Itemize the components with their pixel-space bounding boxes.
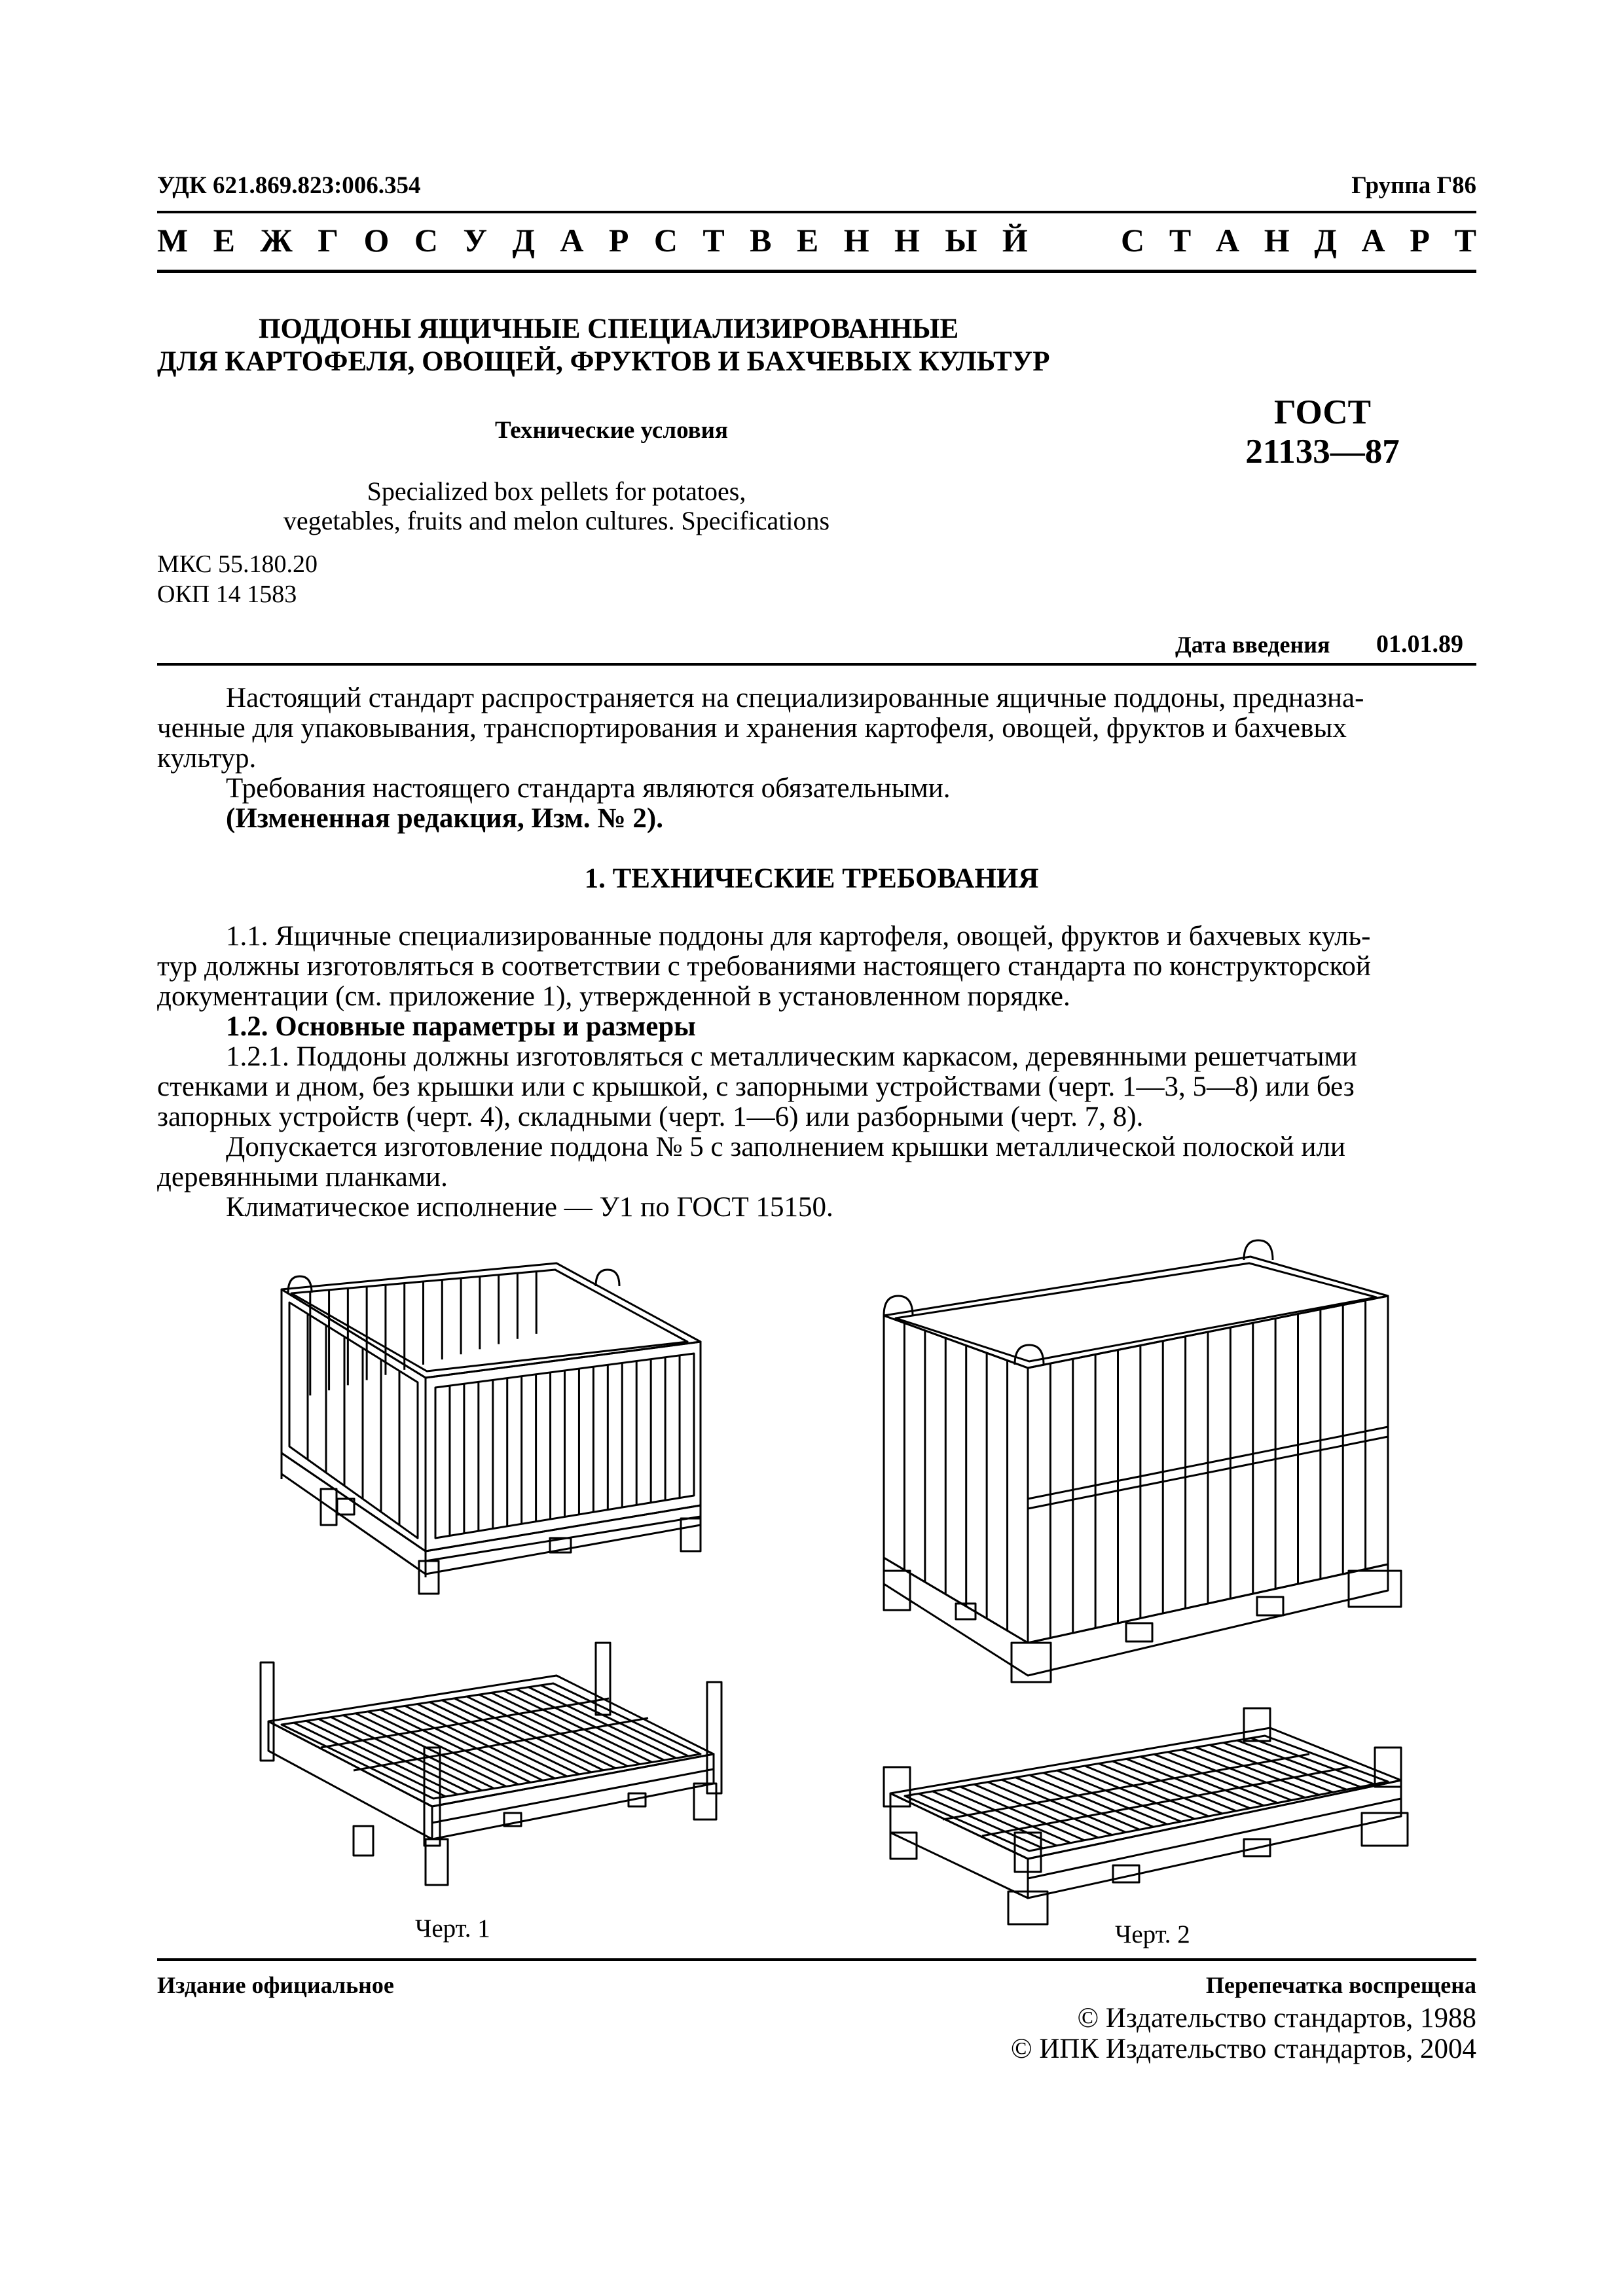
title-line-1: ПОДДОНЫ ЯЩИЧНЫЕ СПЕЦИАЛИЗИРОВАННЫЕ xyxy=(259,314,959,344)
subtitle: Технические условия xyxy=(495,417,728,444)
footer-rule xyxy=(157,1958,1476,1961)
banner-interstate-letter: Р xyxy=(608,222,629,259)
banner-standard-letter: А xyxy=(1361,222,1385,259)
banner-interstate-letter: Ы xyxy=(945,222,977,259)
figure-2-folded-pallet xyxy=(864,1702,1427,1950)
slat-line xyxy=(479,1695,628,1766)
clause-1-2-1-line-1: 1.2.1. Поддоны должны изготовляться с металлическим каркасом, деревянными решетчатыми xyxy=(226,1041,1357,1072)
banner-interstate-letter: С xyxy=(414,222,438,259)
slat-line xyxy=(405,1706,555,1778)
slat-line xyxy=(492,1693,640,1764)
slat-line xyxy=(331,1717,482,1791)
okp-code: ОКП 14 1583 xyxy=(157,581,297,608)
udk-code: УДК 621.869.823:006.354 xyxy=(157,172,421,199)
slat-line xyxy=(454,1698,604,1770)
intro-paragraph-line-3: культур. xyxy=(157,743,257,774)
slat-line xyxy=(442,1700,591,1772)
slat-line xyxy=(343,1715,494,1789)
clause-1-1-line-2: тур должны изготовляться в соответствии с требованиями настоящего стандарта по конструкторской xyxy=(157,951,1371,982)
figure-2-assembled-pallet xyxy=(864,1217,1427,1689)
intro-date-label: Дата введения xyxy=(1175,632,1330,658)
banner-interstate-letter: М xyxy=(157,222,189,259)
section-1-heading: 1. ТЕХНИЧЕСКИЕ ТРЕБОВАНИЯ xyxy=(584,863,1039,894)
banner-interstate-letter: С xyxy=(653,222,678,259)
english-title-line-1: Specialized box pellets for potatoes, xyxy=(367,476,746,506)
slat-line xyxy=(467,1696,615,1768)
slat-line xyxy=(294,1723,446,1797)
banner-standard xyxy=(1121,221,1476,259)
banner-interstate-letter: А xyxy=(560,222,584,259)
banner-standard-letter: Д xyxy=(1314,222,1337,259)
slat-line xyxy=(393,1708,543,1780)
banner-interstate-letter: Й xyxy=(1002,222,1028,259)
copyright-1988: © Издательство стандартов, 1988 xyxy=(1077,2003,1476,2034)
banner-interstate-letter: Д xyxy=(512,222,535,259)
figure-1-caption: Черт. 1 xyxy=(415,1914,490,1943)
banner-interstate-letter: У xyxy=(463,222,488,259)
reprint-notice: Перепечатка воспрещена xyxy=(1205,1972,1476,1998)
clause-1-2-heading: 1.2. Основные параметры и размеры xyxy=(226,1011,696,1042)
intro-paragraph-line-1: Настоящий стандарт распространяется на специализированные ящичные поддоны, предназна- xyxy=(226,683,1364,713)
figure-1-folded-pallet xyxy=(242,1636,740,1911)
intro-date-value: 01.01.89 xyxy=(1376,630,1463,658)
slat-line xyxy=(919,1793,1043,1848)
banner-interstate-letter: Н xyxy=(894,222,920,259)
banner-interstate-letter: Е xyxy=(796,222,819,259)
date-rule xyxy=(157,663,1476,666)
clause-1-2-1-line-2: стенками и дном, без крышки или с крышкой, с запорными устройствами (черт. 1—3, 5—8) или без xyxy=(157,1071,1355,1102)
group-code: Группа Г86 xyxy=(1351,172,1476,199)
banner-standard-letter: С xyxy=(1121,222,1145,259)
banner-rule xyxy=(157,270,1476,273)
banner-interstate-letter: Г xyxy=(318,222,339,259)
figure-1-assembled-pallet xyxy=(242,1230,740,1597)
figure-2-caption: Черт. 2 xyxy=(1115,1920,1190,1948)
mks-code: МКС 55.180.20 xyxy=(157,550,318,578)
banner-interstate-letter: В xyxy=(750,222,772,259)
amendment-note: (Измененная редакция, Изм. № 2). xyxy=(226,803,663,834)
banner-interstate-letter: Т xyxy=(702,222,725,259)
slat-line xyxy=(356,1713,506,1787)
banner-interstate-letter: О xyxy=(363,222,390,259)
official-edition: Издание официальное xyxy=(157,1972,394,1998)
slat-line xyxy=(368,1712,519,1784)
copyright-2004: © ИПК Издательство стандартов, 2004 xyxy=(1010,2034,1476,2064)
banner-standard-letter: А xyxy=(1215,222,1240,259)
title-line-2: ДЛЯ КАРТОФЕЛЯ, ОВОЩЕЙ, ФРУКТОВ И БАХЧЕВЫХ КУЛЬТУР xyxy=(157,346,1050,377)
slat-line xyxy=(429,1702,579,1774)
clause-1-2-1-line-3: запорных устройств (черт. 4), складными (черт. 1—6) или разборными (черт. 7, 8). xyxy=(157,1102,1144,1132)
banner-interstate-letter: Н xyxy=(843,222,869,259)
top-rule xyxy=(157,211,1476,213)
clause-1-1-line-1: 1.1. Ящичные специализированные поддоны для картофеля, овощей, фруктов и бахчевых куль- xyxy=(226,921,1371,952)
allowance-line-2: деревянными планками. xyxy=(157,1162,448,1193)
climate-paragraph: Климатическое исполнение — У1 по ГОСТ 15150. xyxy=(226,1192,833,1223)
banner-interstate-letter: Е xyxy=(213,222,235,259)
banner-interstate xyxy=(157,221,1028,259)
slat-line xyxy=(516,1689,664,1761)
banner-standard-letter: Т xyxy=(1454,222,1476,259)
banner-standard-letter: Т xyxy=(1169,222,1192,259)
intro-paragraph-line-2: ченные для упаковывания, транспортирования и хранения картофеля, овощей, фруктов и бахчевых xyxy=(157,713,1347,744)
gost-label: ГОСТ xyxy=(1274,393,1371,431)
mandatory-paragraph: Требования настоящего стандарта являются обязательными. xyxy=(226,773,951,804)
banner-standard-letter: Н xyxy=(1264,222,1290,259)
allowance-line-1: Допускается изготовление поддона № 5 с заполнением крышки металлической полоской или xyxy=(226,1132,1345,1162)
english-title-line-2: vegetables, fruits and melon cultures. Specifications xyxy=(283,506,830,535)
gost-number: 21133—87 xyxy=(1245,433,1400,471)
banner-interstate-letter: Ж xyxy=(260,222,293,259)
slat-line xyxy=(319,1719,470,1792)
clause-1-1-line-3: документации (см. приложение 1), утвержденной в установленном порядке. xyxy=(157,981,1070,1012)
slat-line xyxy=(541,1685,688,1756)
slat-line xyxy=(504,1691,652,1762)
banner-standard-letter: Р xyxy=(1410,222,1430,259)
slat-line xyxy=(380,1710,530,1782)
